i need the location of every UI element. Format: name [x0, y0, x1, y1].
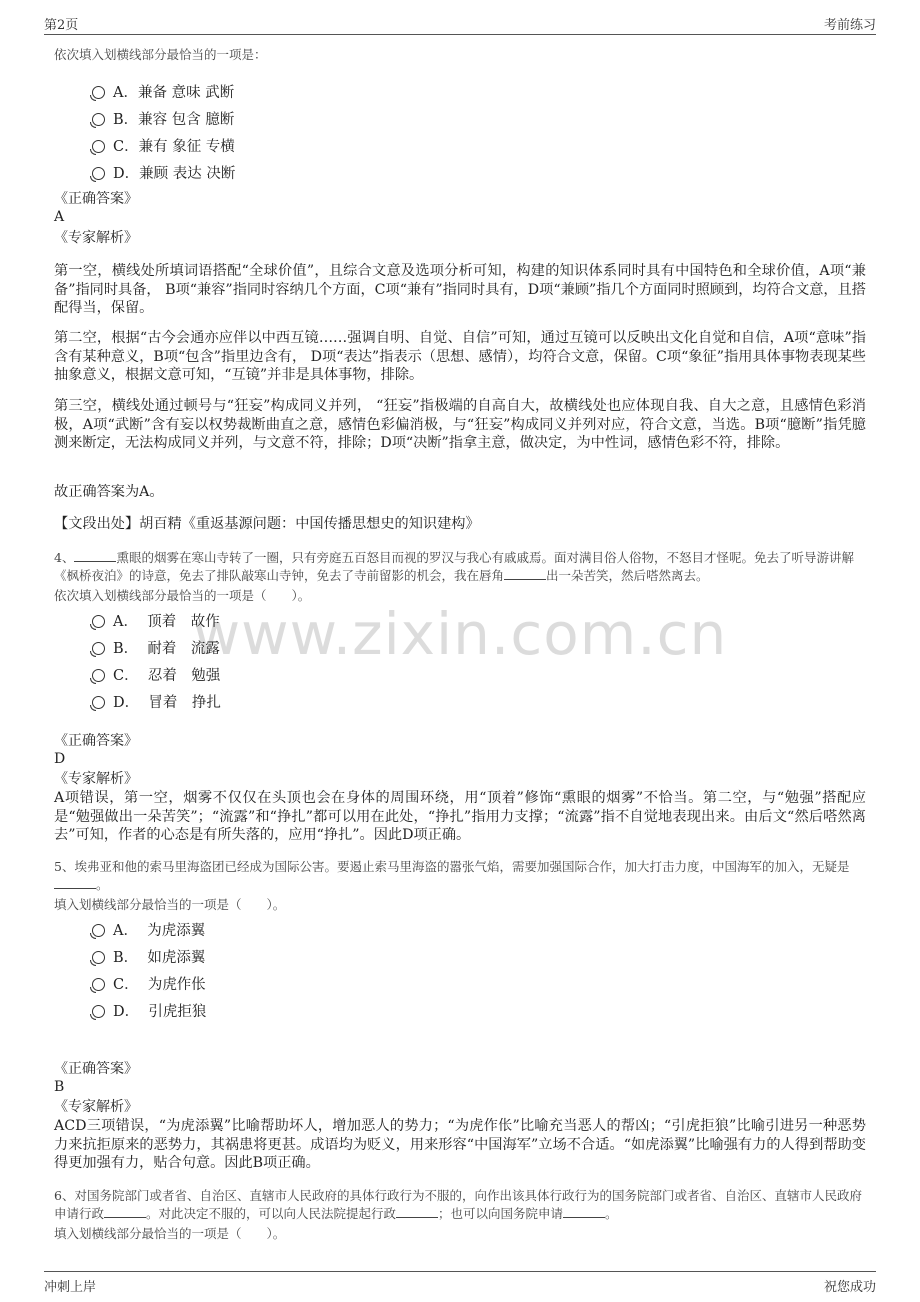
q4-option-b[interactable]: B． 耐着 流露 [92, 637, 220, 657]
q3-prompt: 依次填入划横线部分最恰当的一项是： [54, 47, 267, 62]
q5-analysis-label: 《专家解析》 [54, 1099, 138, 1115]
q3-option-c[interactable]: C．兼有 象征 专横 [92, 135, 235, 155]
fill-blank [563, 1205, 605, 1218]
radio-icon[interactable] [92, 140, 105, 153]
page-footer [44, 1271, 876, 1296]
q5-answer-label: 《正确答案》 [54, 1061, 138, 1077]
q5-prompt: 填入划横线部分最恰当的一项是（ ）。 [54, 897, 286, 912]
fill-blank [104, 1205, 146, 1218]
q5-option-b[interactable]: B． 如虎添翼 [92, 946, 205, 966]
q3-answer-label: 《正确答案》 [54, 191, 138, 207]
q5-stem: 5、埃弗亚和他的索马里海盗团已经成为国际公害。要遏止索马里海盗的嚣张气焰，需要加强国际合作，加大打击力度，中国海军的加入，无疑是。 [54, 859, 850, 892]
q5-option-a[interactable]: A． 为虎添翼 [92, 919, 205, 939]
q3-analysis-p3: 第三空，横线处通过顿号与“狂妄”构成同义并列， “狂妄”指极端的自高自大，故横线处也应体现自我、自大之意，且感情色彩消极，A项“武断”含有妄以权势裁断曲直之意，感情色彩偏消极，与“狂妄”构成同义并列对应，符合文意，当选。B项“臆断”指凭臆测来断定，无法构成同义并列，与文意不符，排除；D项“决断”指拿主意，做决定，为中性词，感情色彩不符，排除。 [54, 398, 866, 452]
fill-blank [504, 567, 546, 580]
radio-icon[interactable] [92, 113, 105, 126]
footer-left: 冲刺上岸 [44, 1280, 97, 1295]
q3-source: 【文段出处】胡百精《重返基源问题：中国传播思想史的知识建构》 [54, 516, 480, 532]
header-title: 考前练习 [823, 18, 876, 33]
radio-icon[interactable] [92, 615, 105, 628]
q4-answer-label: 《正确答案》 [54, 733, 138, 749]
q5-option-c[interactable]: C． 为虎作伥 [92, 973, 206, 993]
q5-analysis: ACD三项错误，“为虎添翼”比喻帮助坏人，增加恶人的势力；“为虎作伥”比喻充当恶人的帮凶；“引虎拒狼”比喻引进另一种恶势力来抗拒原来的恶势力，其祸患将更甚。成语均为贬义，用来形容“中国海军”立场不合适。“如虎添翼”比喻强有力的人得到帮助变得更加强有力，贴合句意。因此B项正确。 [54, 1118, 866, 1172]
q4-stem: 4、 熏眼的烟雾在寒山寺转了一圈，只有旁庭五百怒目而视的罗汉与我心有戚戚焉。面对满目俗人俗物，不怒目才怪呢。免去了听导游讲解《枫桥夜泊》的诗意，免去了排队敲寒山寺钟，免去了寺前留影的机会，我在唇角 出一朵苦笑，然后嗒然离去。 [54, 550, 854, 583]
fill-blank [54, 876, 96, 889]
q3-option-d[interactable]: D．兼顾 表达 决断 [92, 162, 235, 182]
radio-icon[interactable] [92, 642, 105, 655]
q4-analysis-label: 《专家解析》 [54, 771, 138, 787]
radio-icon[interactable] [92, 978, 105, 991]
radio-icon[interactable] [92, 669, 105, 682]
fill-blank [74, 549, 116, 562]
footer-right: 祝您成功 [823, 1280, 876, 1295]
q6-prompt: 填入划横线部分最恰当的一项是（ ）。 [54, 1226, 286, 1241]
watermark: www.zixin.com.cn [192, 600, 728, 668]
q3-analysis-p2: 第二空，根据“古今会通亦应伴以中西互镜……强调自明、自觉、自信”可知，通过互镜可以反映出文化自觉和自信，A项“意味”指含有某种意义，B项“包含”指里边含有， D项“表达”指表示（思想、感情），均符合文意，保留。C项“象征”指用具体事物表现某些抽象意义，根据文意可知，“互镜”并非是具体事物，排除。 [54, 330, 866, 384]
q5-answer: B [54, 1079, 65, 1095]
q3-conclusion: 故正确答案为A。 [54, 484, 164, 500]
q4-prompt: 依次填入划横线部分最恰当的一项是（ ）。 [54, 588, 311, 603]
q4-analysis: A项错误，第一空，烟雾不仅仅在头顶也会在身体的周围环绕，用“顶着”修饰“熏眼的烟雾”不恰当。第二空，与“勉强”搭配应是“勉强做出一朵苦笑”；“流露”和“挣扎”都可以用在此处，“挣扎”指用力支撑；“流露”指不自觉地表现出来。由后文“然后嗒然离去”可知，作者的心态是有所失落的，应用“挣扎”。因此D项正确。 [54, 790, 866, 844]
page-header [44, 12, 876, 35]
q3-answer: A [54, 209, 65, 225]
radio-icon[interactable] [92, 167, 105, 180]
radio-icon[interactable] [92, 86, 105, 99]
fill-blank [396, 1205, 438, 1218]
radio-icon[interactable] [92, 951, 105, 964]
radio-icon[interactable] [92, 696, 105, 709]
q3-option-b[interactable]: B．兼容 包含 臆断 [92, 108, 234, 128]
q4-option-d[interactable]: D． 冒着 挣扎 [92, 691, 221, 711]
q6-stem: 6、对国务院部门或者省、自治区、直辖市人民政府的具体行政行为不服的，向作出该具体行政行为的国务院部门或者省、自治区、直辖市人民政府申请行政 。对此决定不服的，可以向人民法院提起行政 ；也可以向国务院申请 。 [54, 1188, 862, 1221]
q3-option-a[interactable]: A．兼备 意味 武断 [92, 81, 234, 101]
q4-option-a[interactable]: A． 顶着 故作 [92, 610, 220, 630]
q3-analysis-p1: 第一空，横线处所填词语搭配“全球价值”，且综合文意及选项分析可知，构建的知识体系同时具有中国特色和全球价值，A项“兼备”指同时具备， B项“兼容”指同时容纳几个方面，C项“兼有”指同时具有，D项“兼顾”指几个方面同时照顾到，均符合文意，且搭配得当，保留。 [54, 263, 866, 317]
q3-analysis-label: 《专家解析》 [54, 230, 138, 246]
q4-option-c[interactable]: C． 忍着 勉强 [92, 664, 220, 684]
radio-icon[interactable] [92, 1005, 105, 1018]
radio-icon[interactable] [92, 924, 105, 937]
q5-option-d[interactable]: D． 引虎拒狼 [92, 1000, 206, 1020]
q4-answer: D [54, 751, 66, 767]
page-number: 第2页 [44, 18, 79, 33]
